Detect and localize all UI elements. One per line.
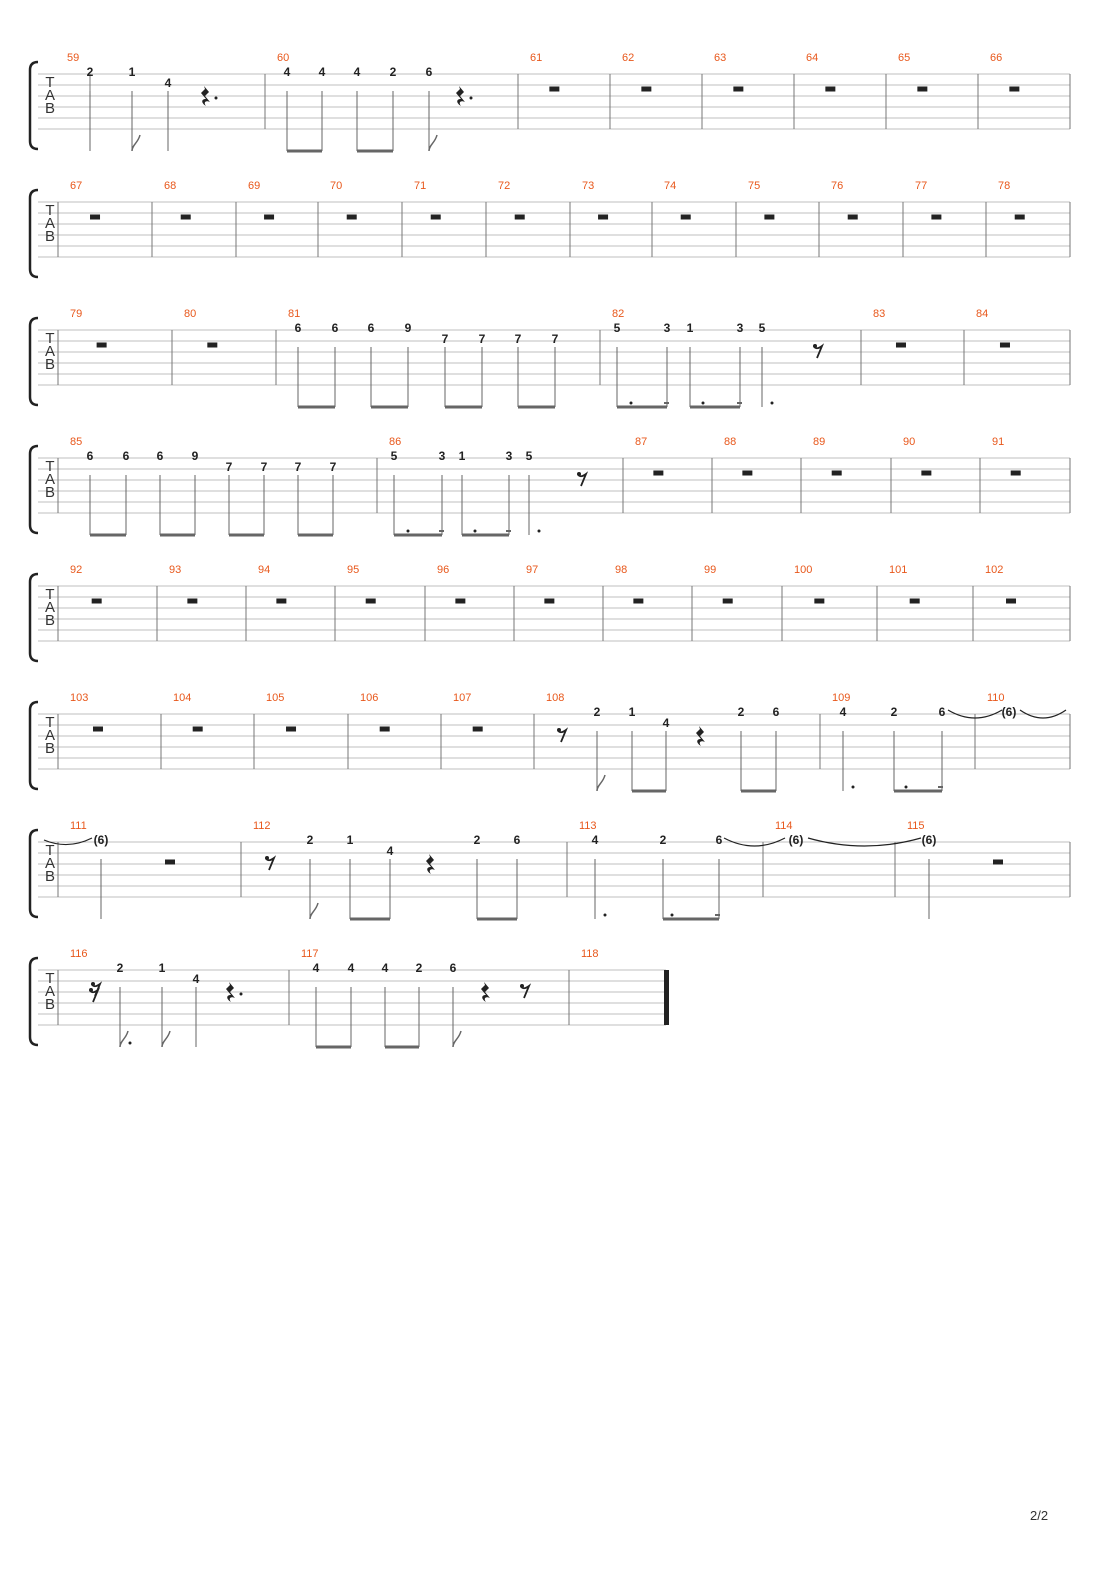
system-bracket: [30, 830, 38, 917]
half-rest: [431, 215, 441, 220]
fret-number: 2: [890, 705, 898, 719]
half-rest: [825, 87, 835, 92]
half-rest: [764, 215, 774, 220]
note-dot: [771, 402, 774, 405]
fret-number: 7: [441, 332, 449, 346]
tab-clef-letter: A: [44, 855, 56, 872]
system-bracket: [30, 62, 38, 149]
eighth-rest-head: [265, 856, 269, 860]
fret-number: 5: [525, 449, 533, 463]
fret-number: (6): [93, 833, 109, 847]
fret-number: 1: [628, 705, 636, 719]
dot: [671, 914, 674, 917]
tab-clef-letter: T: [45, 714, 55, 731]
measure-number: 65: [898, 52, 911, 64]
tab-system: [30, 830, 1070, 917]
rest-dot: [215, 97, 218, 100]
fret-number: 1: [346, 833, 354, 847]
final-barline: [664, 970, 669, 1025]
measure-number: 103: [70, 692, 89, 704]
measure-number: 78: [998, 180, 1011, 192]
rest-dot: [470, 97, 473, 100]
eighth-rest-head: [91, 982, 95, 986]
measure-number: 91: [992, 436, 1005, 448]
tab-system: [30, 702, 1070, 789]
tab-system: [30, 190, 1070, 277]
note-flag: [453, 1031, 461, 1047]
fret-number: 6: [449, 961, 457, 975]
fret-number: 2: [116, 961, 124, 975]
half-rest: [380, 727, 390, 732]
fret-number: 2: [86, 65, 94, 79]
measure-number: 70: [330, 180, 343, 192]
eighth-rest-head: [89, 988, 93, 992]
fret-number: 9: [404, 321, 412, 335]
half-rest: [832, 471, 842, 476]
measure-number: 74: [664, 180, 677, 192]
measure-number: 106: [360, 692, 379, 704]
measure-number: 80: [184, 308, 197, 320]
fret-number: 1: [128, 65, 136, 79]
measure-number: 89: [813, 436, 826, 448]
half-rest: [366, 599, 376, 604]
tab-clef-letter: A: [44, 87, 56, 104]
measure-number: 100: [794, 564, 813, 576]
half-rest: [723, 599, 733, 604]
half-rest: [1006, 599, 1016, 604]
tab-clef-letter: A: [44, 215, 56, 232]
tab-clef-letter: B: [44, 228, 56, 245]
tab-clef-letter: A: [44, 471, 56, 488]
half-rest: [90, 215, 100, 220]
note-flag: [132, 135, 140, 151]
measure-number: 98: [615, 564, 628, 576]
tab-system: [30, 318, 1070, 405]
fret-number: 1: [458, 449, 466, 463]
measure-number: 77: [915, 180, 928, 192]
fret-number: 4: [347, 961, 355, 975]
measure-number: 81: [288, 308, 301, 320]
fret-number: 6: [122, 449, 130, 463]
fret-number: 4: [312, 961, 320, 975]
half-rest: [187, 599, 197, 604]
measure-number: 109: [832, 692, 851, 704]
measure-number: 112: [253, 820, 271, 832]
fret-number: 6: [938, 705, 946, 719]
tab-clef-letter: A: [44, 599, 56, 616]
measure-number: 92: [70, 564, 83, 576]
half-rest: [515, 215, 525, 220]
fret-number: (6): [921, 833, 937, 847]
note-flag: [162, 1031, 170, 1047]
note-flag: [310, 903, 318, 919]
half-rest: [181, 215, 191, 220]
half-rest: [681, 215, 691, 220]
measure-number: 108: [546, 692, 565, 704]
note-dot: [604, 914, 607, 917]
half-rest: [473, 727, 483, 732]
half-rest: [598, 215, 608, 220]
fret-number: 2: [593, 705, 601, 719]
measure-number: 94: [258, 564, 271, 576]
system-bracket: [30, 190, 38, 277]
tab-system: [30, 574, 1070, 661]
tab-clef-letter: B: [44, 100, 56, 117]
fret-number: 4: [318, 65, 326, 79]
tab-clef-letter: T: [45, 842, 55, 859]
fret-number: 7: [478, 332, 486, 346]
measure-number: 87: [635, 436, 648, 448]
measure-number: 114: [775, 820, 793, 832]
half-rest: [993, 860, 1003, 865]
note-flag: [597, 775, 605, 791]
fret-number: 6: [513, 833, 521, 847]
tab-system: [30, 446, 1070, 533]
dot: [474, 530, 477, 533]
measure-number: 88: [724, 436, 737, 448]
measure-number: 84: [976, 308, 989, 320]
measure-number: 107: [453, 692, 472, 704]
measure-number: 86: [389, 436, 402, 448]
measure-number: 63: [714, 52, 727, 64]
half-rest: [733, 87, 743, 92]
half-rest: [92, 599, 102, 604]
note-dot: [129, 1042, 132, 1045]
measure-number: 64: [806, 52, 819, 64]
fret-number: 4: [164, 76, 172, 90]
half-rest: [896, 343, 906, 348]
fret-number: 4: [386, 844, 394, 858]
fret-number: 2: [473, 833, 481, 847]
eighth-rest-head: [813, 344, 817, 348]
measure-number: 97: [526, 564, 539, 576]
fret-number: 3: [505, 449, 513, 463]
measure-number: 69: [248, 180, 261, 192]
fret-number: 6: [86, 449, 94, 463]
fret-number: 7: [294, 460, 302, 474]
half-rest: [1011, 471, 1021, 476]
system-bracket: [30, 574, 38, 661]
tab-clef-letter: B: [44, 868, 56, 885]
tab-clef-letter: T: [45, 330, 55, 347]
fret-number: 6: [715, 833, 723, 847]
measure-number: 99: [704, 564, 717, 576]
measure-number: 73: [582, 180, 595, 192]
fret-number: 6: [772, 705, 780, 719]
measure-number: 68: [164, 180, 177, 192]
measure-number: 85: [70, 436, 83, 448]
measure-number: 71: [414, 180, 427, 192]
measure-number: 93: [169, 564, 182, 576]
measure-number: 116: [70, 948, 88, 960]
half-rest: [544, 599, 554, 604]
measure-number: 101: [889, 564, 908, 576]
half-rest: [814, 599, 824, 604]
tab-clef-letter: B: [44, 484, 56, 501]
fret-number: 7: [514, 332, 522, 346]
measure-number: 102: [985, 564, 1004, 576]
fret-number: 4: [283, 65, 291, 79]
note-dot: [538, 530, 541, 533]
fret-number: 9: [191, 449, 199, 463]
half-rest: [264, 215, 274, 220]
fret-number: 7: [329, 460, 337, 474]
half-rest: [917, 87, 927, 92]
rest-dot: [240, 993, 243, 996]
system-bracket: [30, 958, 38, 1045]
fret-number: 3: [663, 321, 671, 335]
measure-number: 59: [67, 52, 80, 64]
fret-number: 2: [306, 833, 314, 847]
half-rest: [207, 343, 217, 348]
eighth-rest-head: [557, 728, 561, 732]
note-flag: [120, 1031, 128, 1047]
measure-number: 62: [622, 52, 635, 64]
eighth-rest-head: [577, 472, 581, 476]
half-rest: [921, 471, 931, 476]
half-rest: [910, 599, 920, 604]
tab-system: [30, 62, 1070, 149]
tab-clef-letter: T: [45, 586, 55, 603]
half-rest: [93, 727, 103, 732]
half-rest: [549, 87, 559, 92]
fret-number: (6): [788, 833, 804, 847]
fret-number: 4: [381, 961, 389, 975]
measure-number: 66: [990, 52, 1003, 64]
tab-clef-letter: T: [45, 74, 55, 91]
fret-number: 6: [331, 321, 339, 335]
measure-number: 111: [70, 820, 87, 832]
half-rest: [97, 343, 107, 348]
measure-number: 104: [173, 692, 192, 704]
fret-number: 4: [839, 705, 847, 719]
measure-number: 90: [903, 436, 916, 448]
half-rest: [633, 599, 643, 604]
dot: [407, 530, 410, 533]
measure-number: 67: [70, 180, 83, 192]
fret-number: 3: [736, 321, 744, 335]
dot: [630, 402, 633, 405]
half-rest: [641, 87, 651, 92]
fret-number: (6): [1001, 705, 1017, 719]
fret-number: 4: [353, 65, 361, 79]
half-rest: [848, 215, 858, 220]
system-bracket: [30, 702, 38, 789]
half-rest: [742, 471, 752, 476]
fret-number: 6: [367, 321, 375, 335]
measure-number: 105: [266, 692, 285, 704]
fret-number: 5: [758, 321, 766, 335]
measure-number: 60: [277, 52, 290, 64]
fret-number: 6: [156, 449, 164, 463]
measure-number: 115: [907, 820, 925, 832]
half-rest: [276, 599, 286, 604]
eighth-rest-head: [520, 984, 524, 988]
half-rest: [1009, 87, 1019, 92]
measure-number: 117: [301, 948, 319, 960]
fret-number: 2: [415, 961, 423, 975]
tab-clef-letter: T: [45, 458, 55, 475]
fret-number: 2: [389, 65, 397, 79]
half-rest: [165, 860, 175, 865]
fret-number: 6: [425, 65, 433, 79]
fret-number: 7: [551, 332, 559, 346]
fret-number: 7: [225, 460, 233, 474]
measure-number: 83: [873, 308, 886, 320]
tab-clef-letter: T: [45, 970, 55, 987]
fret-number: 3: [438, 449, 446, 463]
dot: [905, 786, 908, 789]
half-rest: [1000, 343, 1010, 348]
fret-number: 5: [390, 449, 398, 463]
note-dot: [852, 786, 855, 789]
tab-clef-letter: B: [44, 356, 56, 373]
measure-number: 118: [581, 948, 599, 960]
tab-clef-letter: T: [45, 202, 55, 219]
half-rest: [1015, 215, 1025, 220]
fret-number: 7: [260, 460, 268, 474]
half-rest: [455, 599, 465, 604]
tab-clef-letter: B: [44, 612, 56, 629]
half-rest: [193, 727, 203, 732]
system-bracket: [30, 318, 38, 405]
measure-number: 75: [748, 180, 761, 192]
measure-number: 96: [437, 564, 450, 576]
half-rest: [347, 215, 357, 220]
half-rest: [931, 215, 941, 220]
measure-number: 95: [347, 564, 360, 576]
measure-number: 61: [530, 52, 543, 64]
fret-number: 1: [158, 961, 166, 975]
measure-number: 82: [612, 308, 625, 320]
tab-clef-letter: B: [44, 996, 56, 1013]
fret-number: 4: [591, 833, 599, 847]
page-number: 2/2: [1030, 1508, 1049, 1523]
measure-number: 72: [498, 180, 511, 192]
tab-clef-letter: A: [44, 727, 56, 744]
tab-clef-letter: A: [44, 983, 56, 1000]
tab-clef-letter: A: [44, 343, 56, 360]
measure-number: 110: [987, 692, 1005, 704]
half-rest: [653, 471, 663, 476]
measure-number: 113: [579, 820, 597, 832]
half-rest: [286, 727, 296, 732]
fret-number: 6: [294, 321, 302, 335]
measure-number: 76: [831, 180, 844, 192]
dot: [702, 402, 705, 405]
note-flag: [429, 135, 437, 151]
fret-number: 4: [662, 716, 670, 730]
fret-number: 1: [686, 321, 694, 335]
measure-number: 79: [70, 308, 83, 320]
fret-number: 2: [659, 833, 667, 847]
tab-clef-letter: B: [44, 740, 56, 757]
fret-number: 2: [737, 705, 745, 719]
fret-number: 5: [613, 321, 621, 335]
fret-number: 4: [192, 972, 200, 986]
system-bracket: [30, 446, 38, 533]
